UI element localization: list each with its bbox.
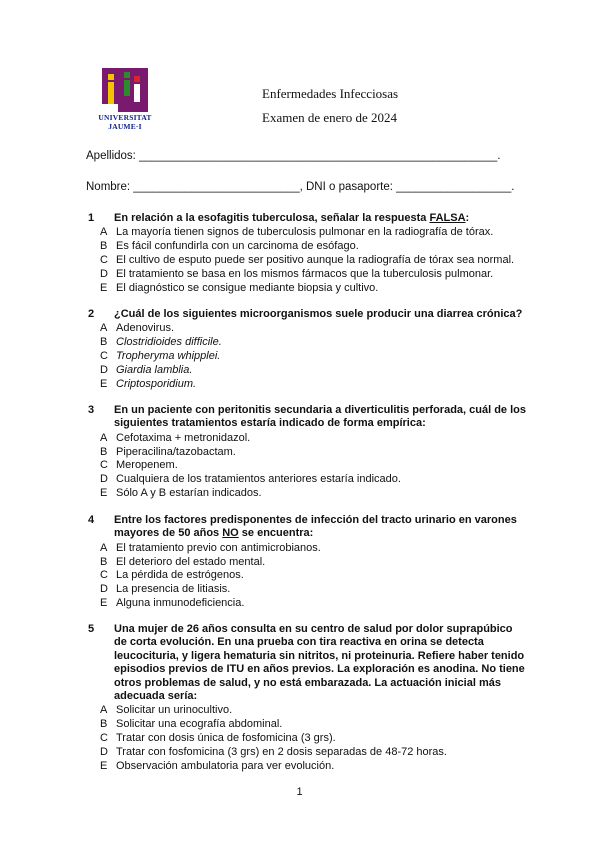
option-letter: A (100, 226, 108, 239)
option-letter: A (100, 431, 108, 444)
page-number: 1 (296, 786, 303, 798)
exam-title: Examen de enero de 2024 (262, 110, 398, 125)
option-letter: C (100, 254, 108, 266)
option-text: Es fácil confundirla con un carcinoma de esófago. (116, 240, 359, 253)
dni-line: __________________. (392, 181, 515, 193)
option-letter: C (100, 732, 108, 745)
option-text: Clostridioides difficile. (116, 336, 222, 349)
option-text: Tratar con fosfomicina (3 grs) en 2 dosis separadas de 48-72 horas. (116, 745, 447, 758)
question-text: Una mujer de 26 años consulta en su centro de salud por dolor suprapúbico de corta evolución. En una prueba con tira reactiva en orina se detecta leucocituria, y ligera hematuria sin nitritos, ni proteinuria. Refiere haber tenido episodios previos de ITU en años previos. La exploración es anodina. No tiene otros problemas de salud, y no está embarazada. La actuación inicial más adecuada sería: (114, 623, 525, 703)
option-letter: D (100, 473, 108, 486)
answer-options (86, 704, 526, 773)
question-stem (114, 212, 526, 225)
answer-option-c[interactable] (86, 459, 526, 473)
option-text: La pérdida de estrógenos. (116, 569, 244, 582)
option-text: Tratar con dosis única de fosfomicina (3 grs). (116, 732, 336, 745)
answer-option-d[interactable] (86, 364, 526, 378)
option-letter: C (100, 350, 108, 362)
answer-option-c[interactable] (86, 254, 526, 268)
answer-option-a[interactable] (86, 704, 526, 718)
answer-option-b[interactable] (86, 718, 526, 732)
option-text: Cefotaxima + metronidazol. (116, 431, 251, 444)
surname-field[interactable] (86, 150, 500, 162)
answer-option-a[interactable] (86, 432, 526, 446)
question-text: En relación a la esofagitis tuberculosa, señalar la respuesta (114, 212, 430, 224)
answer-option-a[interactable] (86, 322, 526, 336)
option-text: El tratamiento se basa en los mismos fármacos que la tuberculosis pulmonar. (116, 267, 494, 280)
option-letter: B (100, 445, 108, 458)
question-text: Entre los factores predisponentes de infección del tracto urinario en varones mayores de 50 años (114, 514, 517, 540)
option-text: Cualquiera de los tratamientos anteriores estaría indicado. (116, 473, 401, 486)
question-text-end: se encuentra: (238, 527, 314, 540)
option-letter: D (100, 267, 108, 280)
answer-option-e[interactable] (86, 282, 526, 296)
option-letter: E (100, 597, 108, 609)
option-text: Solicitar una ecografía abdominal. (116, 718, 283, 731)
question-stem (114, 623, 526, 703)
question-5 (86, 623, 526, 773)
option-text: El tratamiento previo con antimicrobianos. (116, 541, 321, 554)
option-letter: E (100, 377, 108, 390)
answer-option-a[interactable] (86, 542, 526, 556)
question-number: 2 (88, 308, 95, 320)
dni-label: DNI o pasaporte: (306, 181, 393, 193)
option-letter: B (100, 240, 108, 253)
option-text: El deterioro del estado mental. (116, 555, 266, 568)
answer-option-b[interactable] (86, 240, 526, 254)
option-text: El cultivo de esputo puede ser positivo aunque la radiografía de tórax sea normal. (116, 254, 515, 266)
question-text-end: : (465, 212, 470, 224)
name-label: Nombre: (86, 181, 131, 193)
question-stem (114, 404, 526, 431)
question-stem (114, 514, 526, 541)
name-field[interactable] (86, 181, 303, 193)
option-letter: D (100, 745, 108, 758)
option-text: Piperacilina/tazobactam. (116, 445, 236, 458)
subject-title: Enfermedades Infecciosas (262, 86, 399, 101)
answer-option-b[interactable] (86, 556, 526, 570)
answer-option-d[interactable] (86, 746, 526, 760)
option-text: Meropenem. (116, 459, 178, 472)
university-emblem-icon (90, 66, 160, 114)
question-stem (114, 308, 526, 321)
question-number: 3 (88, 404, 95, 416)
option-letter: C (100, 459, 108, 472)
answer-option-d[interactable] (86, 473, 526, 487)
option-letter: E (100, 487, 108, 499)
option-letter: D (100, 363, 108, 376)
answer-option-e[interactable] (86, 378, 526, 392)
option-letter: A (100, 322, 108, 335)
option-text: Solicitar un urinocultivo. (116, 704, 233, 717)
name-line: __________________________, (130, 181, 303, 193)
option-letter: E (100, 759, 108, 772)
option-letter: B (100, 718, 108, 731)
option-letter: A (100, 704, 108, 717)
question-4 (86, 514, 526, 611)
answer-options (86, 322, 526, 391)
answer-option-c[interactable] (86, 732, 526, 746)
question-3 (86, 404, 526, 501)
question-text: ¿Cuál de los siguientes microorganismos suele producir una diarrea crónica? (114, 308, 523, 320)
dni-field[interactable] (306, 181, 514, 193)
question-number: 4 (88, 514, 95, 526)
university-name (90, 114, 160, 131)
option-letter: D (100, 583, 108, 596)
option-text: Alguna inmunodeficiencia. (116, 597, 245, 609)
question-text: En un paciente con peritonitis secundaria a diverticulitis perforada, cuál de los siguientes tratamientos estaría indicado de forma empírica: (114, 404, 526, 430)
answer-option-c[interactable] (86, 569, 526, 583)
option-text: Criptosporidium. (116, 377, 197, 390)
answer-options (86, 432, 526, 501)
question-emphasis: NO (222, 527, 239, 540)
option-text: Adenovirus. (116, 322, 175, 335)
answer-option-a[interactable] (86, 226, 526, 240)
option-text: El diagnóstico se consigue mediante biopsia y cultivo. (116, 281, 379, 294)
option-letter: C (100, 569, 108, 582)
question-number: 5 (88, 623, 95, 635)
surname-line: ________________________________________________________. (135, 150, 501, 162)
answer-option-d[interactable] (86, 583, 526, 597)
option-text: Tropheryma whipplei. (116, 350, 221, 362)
option-letter: B (100, 555, 108, 568)
answer-option-e[interactable] (86, 760, 526, 774)
option-text: La mayoría tienen signos de tuberculosis pulmonar en la radiografía de tórax. (116, 226, 494, 239)
question-emphasis: FALSA (429, 212, 466, 224)
answer-option-c[interactable] (86, 350, 526, 364)
question-2 (86, 308, 526, 391)
logo-line-2: JAUME·I (108, 121, 142, 131)
answer-option-d[interactable] (86, 268, 526, 282)
option-letter: A (100, 541, 108, 554)
option-letter: E (100, 281, 108, 294)
answer-option-e[interactable] (86, 597, 526, 611)
answer-options (86, 542, 526, 611)
answer-option-b[interactable] (86, 446, 526, 460)
question-number: 1 (88, 212, 95, 224)
option-text: Observación ambulatoria para ver evolución. (116, 759, 335, 772)
surname-label: Apellidos: (86, 150, 136, 162)
answer-options (86, 226, 526, 295)
question-1 (86, 212, 526, 295)
logo-line-1: UNIVERSITAT (98, 113, 152, 122)
option-text: Giardia lamblia. (116, 363, 193, 376)
answer-option-e[interactable] (86, 487, 526, 501)
answer-option-b[interactable] (86, 336, 526, 350)
option-text: La presencia de litiasis. (116, 583, 231, 596)
option-text: Sólo A y B estarían indicados. (116, 487, 262, 499)
option-letter: B (100, 336, 108, 349)
